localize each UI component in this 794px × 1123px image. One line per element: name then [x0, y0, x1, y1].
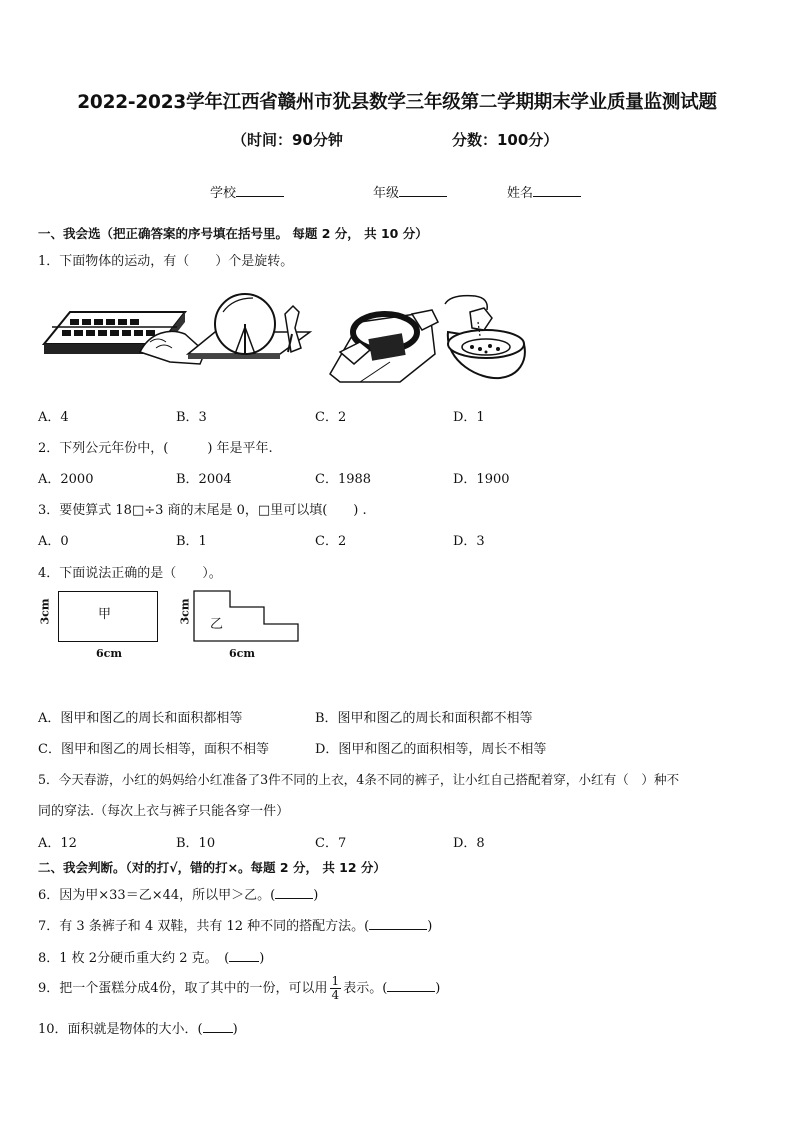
sphere-illustration: [188, 294, 310, 359]
q9-text: [38, 975, 440, 1002]
q5-text-line2: 同的穿法.（每次上衣与裤子只能各穿一件）: [38, 804, 290, 819]
q1-option-c[interactable]: C．2: [315, 410, 347, 425]
q4-option-d[interactable]: D．图甲和图乙的面积相等，周长不相等: [315, 742, 547, 757]
q1-illustrations: [40, 292, 530, 384]
q4-option-b[interactable]: B．图甲和图乙的周长和面积都不相等: [315, 711, 533, 726]
q9-fraction: [330, 975, 342, 1002]
q4-text: 4．下面说法正确的是（ ）。: [38, 566, 222, 581]
q4-option-c[interactable]: C．图甲和图乙的周长相等，面积不相等: [38, 742, 269, 757]
grade-blank[interactable]: [399, 184, 447, 197]
grade-label: 年级: [373, 186, 400, 201]
q5-text-line1: 5．今天春游，小红的妈妈给小红准备了3件不同的上衣，4条不同的裤子，让小红自己搭配着穿，小红有（ ）种不: [38, 772, 680, 787]
sink-illustration: [445, 296, 525, 378]
q9-numerator: 1: [331, 974, 340, 988]
q2-option-a[interactable]: A．2000: [38, 472, 94, 487]
grade-field: [373, 182, 447, 201]
q6-text: [38, 884, 318, 903]
q8-close: ): [259, 951, 265, 966]
figure-jia-width: 6cm: [96, 647, 122, 660]
q2-text: 2．下列公元年份中，( ) 年是平年.: [38, 441, 273, 456]
figure-jia-label: 甲: [98, 607, 112, 622]
q9-denominator: 4: [331, 988, 340, 1002]
figure-jia-height: 3cm: [38, 598, 52, 625]
q9-stem: 9．把一个蛋糕分成4份，取了其中的一份，可以用: [38, 981, 328, 996]
q8-answer-blank[interactable]: [229, 948, 259, 962]
steering-wheel-illustration: [330, 310, 438, 382]
q10-answer-blank[interactable]: [203, 1019, 233, 1033]
q10-text: [38, 1018, 238, 1037]
q2-option-d[interactable]: D．1900: [453, 472, 510, 487]
page-title: 2022-2023学年江西省赣州市犹县数学三年级第二学期期末学业质量监测试题: [77, 92, 717, 113]
q9-answer-blank[interactable]: [387, 978, 435, 992]
q4-option-a[interactable]: A．图甲和图乙的周长和面积都相等: [38, 711, 243, 726]
q8-stem: 8．1 枚 2分硬币重大约 2 克。 (: [38, 951, 230, 966]
abacus-illustration: [44, 312, 205, 364]
exam-time: （时间：90分钟: [232, 131, 343, 149]
q1-option-b[interactable]: B．3: [176, 410, 207, 425]
q1-option-a[interactable]: A．4: [38, 410, 69, 425]
q9-close: ): [435, 981, 441, 996]
q1-option-d[interactable]: D．1: [453, 410, 485, 425]
q7-answer-blank[interactable]: [369, 916, 427, 930]
q3-option-b[interactable]: B．1: [176, 534, 207, 549]
school-label: 学校: [210, 186, 237, 201]
name-label: 姓名: [507, 186, 534, 201]
q5-option-a[interactable]: A．12: [38, 836, 77, 851]
name-blank[interactable]: [533, 184, 581, 197]
school-blank[interactable]: [236, 184, 284, 197]
q10-stem: 10．面积就是物体的大小．(: [38, 1022, 203, 1037]
q7-text: [38, 915, 432, 934]
q3-option-c[interactable]: C．2: [315, 534, 347, 549]
figure-yi-height: 3cm: [178, 598, 192, 625]
figure-yi-width: 6cm: [229, 647, 255, 660]
q2-option-b[interactable]: B．2004: [176, 472, 232, 487]
q2-option-c[interactable]: C．1988: [315, 472, 372, 487]
name-field: [507, 182, 581, 201]
q9-suffix: 表示。(: [343, 981, 388, 996]
q1-text: 1．下面物体的运动，有（ ）个是旋转。: [38, 254, 294, 269]
school-field: [210, 182, 284, 201]
q6-stem: 6．因为甲×33＝乙×44，所以甲＞乙。(: [38, 888, 276, 903]
q3-option-d[interactable]: D．3: [453, 534, 485, 549]
q5-option-d[interactable]: D．8: [453, 836, 485, 851]
q6-close: ): [313, 888, 319, 903]
q3-option-a[interactable]: A．0: [38, 534, 69, 549]
q5-option-c[interactable]: C．7: [315, 836, 347, 851]
exam-score: 分数：100分）: [452, 131, 559, 149]
figure-yi-label: 乙: [210, 617, 224, 632]
q8-text: [38, 947, 264, 966]
q3-text: 3．要使算式 18□÷3 商的末尾是 0，□里可以填( ) .: [38, 503, 367, 518]
q6-answer-blank[interactable]: [275, 885, 313, 899]
q7-close: ): [427, 919, 433, 934]
figure-yi-shape: [192, 590, 302, 644]
q10-close: ): [232, 1022, 238, 1037]
q5-option-b[interactable]: B．10: [176, 836, 216, 851]
section2-heading: 二、我会判断。（对的打√，错的打×。每题 2 分， 共 12 分）: [38, 860, 386, 875]
section1-heading: 一、我会选（把正确答案的序号填在括号里。 每题 2 分， 共 10 分）: [38, 226, 428, 241]
q7-stem: 7．有 3 条裤子和 4 双鞋，共有 12 种不同的搭配方法。(: [38, 919, 370, 934]
